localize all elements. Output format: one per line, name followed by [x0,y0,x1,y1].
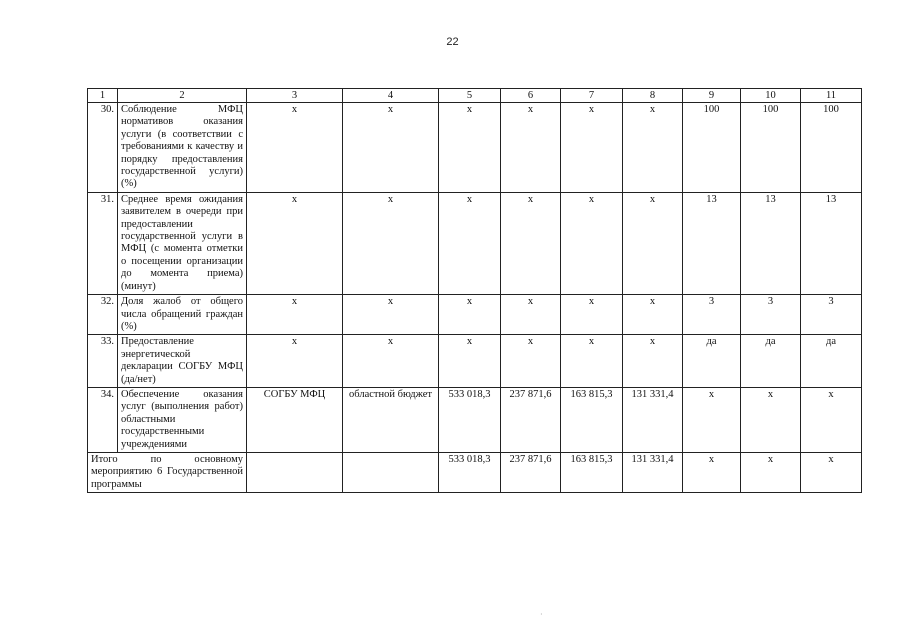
value-cell: х [501,335,561,388]
indicator-name: Среднее время ожидания заявителем в очереди при предоставлении государственной услуги в МФЦ (с момента отметки о посещении организации до момента приема) (минут) [118,192,247,294]
value-cell: 13 [683,192,741,294]
table-row [88,335,862,388]
value-cell: да [683,335,741,388]
value-cell: х [623,295,683,335]
total-value-cell: 533 018,3 [439,452,501,492]
column-header: 9 [683,89,741,103]
value-cell: х [343,295,439,335]
table-row [88,192,862,294]
total-value-cell [343,452,439,492]
value-cell: х [561,192,623,294]
value-cell: да [801,335,862,388]
value-cell: х [623,192,683,294]
value-cell: 100 [741,103,801,193]
row-number: 34. [88,387,118,452]
value-cell: х [247,335,343,388]
column-header: 4 [343,89,439,103]
table-row [88,387,862,452]
value-cell: х [439,335,501,388]
indicator-name: Соблюдение МФЦ нормативов оказания услуги (в соответствии с требованиями к качеству и порядку предоставления государственной услуги) (%) [118,103,247,193]
value-cell: х [439,295,501,335]
value-cell: х [801,387,862,452]
table-body [88,89,862,493]
value-cell: 131 331,4 [623,387,683,452]
value-cell: х [439,103,501,193]
total-value-cell: 237 871,6 [501,452,561,492]
row-number: 31. [88,192,118,294]
page-number: 22 [446,36,459,48]
value-cell: х [247,295,343,335]
row-number: 32. [88,295,118,335]
total-value-cell: 163 815,3 [561,452,623,492]
column-header: 1 [88,89,118,103]
total-value-cell: х [683,452,741,492]
value-cell: 3 [683,295,741,335]
value-cell: х [623,103,683,193]
column-header: 5 [439,89,501,103]
total-value-cell: х [801,452,862,492]
total-value-cell [247,452,343,492]
table-row [88,103,862,193]
value-cell: 237 871,6 [501,387,561,452]
column-header: 7 [561,89,623,103]
row-number: 30. [88,103,118,193]
value-cell: х [561,295,623,335]
total-label: Итого по основному мероприятию 6 Государственной программы [88,452,247,492]
value-cell: х [741,387,801,452]
value-cell: х [683,387,741,452]
value-cell: х [561,103,623,193]
value-cell: х [343,335,439,388]
value-cell: х [247,192,343,294]
value-cell: х [501,295,561,335]
indicator-name: Предоставление энергетической декларации СОГБУ МФЦ (да/нет) [118,335,247,388]
column-header: 2 [118,89,247,103]
indicator-name: Обеспечение оказания услуг (выполнения работ) областными государственными учреждениями [118,387,247,452]
total-row [88,452,862,492]
value-cell: 13 [741,192,801,294]
column-header: 8 [623,89,683,103]
total-value-cell: х [741,452,801,492]
value-cell: 100 [683,103,741,193]
total-value-cell: 131 331,4 [623,452,683,492]
table-row [88,295,862,335]
header-row [88,89,862,103]
value-cell: 13 [801,192,862,294]
indicator-name: Доля жалоб от общего числа обращений граждан (%) [118,295,247,335]
column-header: 3 [247,89,343,103]
program-table [87,88,862,493]
value-cell: х [343,103,439,193]
value-cell: 100 [801,103,862,193]
value-cell: да [741,335,801,388]
value-cell: х [561,335,623,388]
column-header: 11 [801,89,862,103]
column-header: 6 [501,89,561,103]
value-cell: 3 [741,295,801,335]
value-cell: 163 815,3 [561,387,623,452]
scan-speck: · [540,610,543,619]
value-cell: х [501,103,561,193]
value-cell: х [439,192,501,294]
value-cell: 533 018,3 [439,387,501,452]
value-cell: СОГБУ МФЦ [247,387,343,452]
value-cell: областной бюджет [343,387,439,452]
value-cell: х [247,103,343,193]
row-number: 33. [88,335,118,388]
column-header: 10 [741,89,801,103]
value-cell: х [501,192,561,294]
value-cell: 3 [801,295,862,335]
value-cell: х [623,335,683,388]
value-cell: х [343,192,439,294]
